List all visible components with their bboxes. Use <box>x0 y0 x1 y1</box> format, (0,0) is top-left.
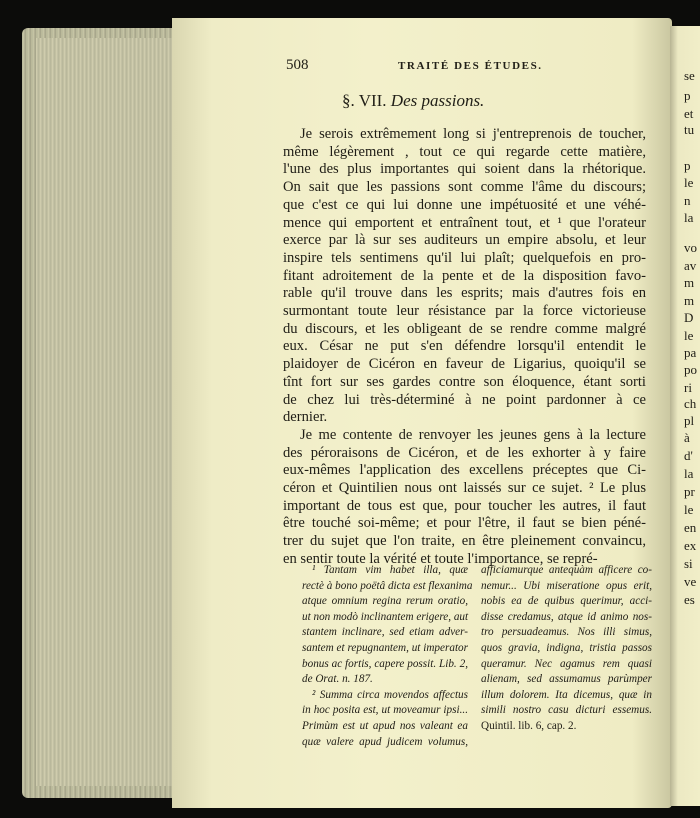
body-line: trer du sujet que l'on traite, en être pleinement convaincu, <box>283 533 646 550</box>
page-edges <box>22 28 182 798</box>
facing-page-fragment: ri <box>684 380 692 395</box>
facing-page-fragment: tu <box>684 122 695 137</box>
body-line: surmontant toute leur résistance par la force victorieuse <box>283 303 646 319</box>
footnote-line: queramur. Nec agamus rem quasi <box>481 657 652 670</box>
footnote-line: santem et repugnantem, ut imperator <box>302 642 468 654</box>
facing-page-fragment: si <box>684 556 693 571</box>
facing-page-fragment: ex <box>684 538 697 553</box>
facing-page-fragment: pl <box>684 413 695 428</box>
footnote-line: in hoc posita est, ut moveamur ipsi... <box>302 704 468 717</box>
footnote-line: bonus ac fortis, capere possit. Lib. 2, <box>302 657 468 670</box>
facing-page-fragment: à <box>684 430 690 445</box>
footnote-line: afficiamurque antequàm afficere co- <box>481 564 652 576</box>
body-line: de chez lui très-déterminé à ne point pardonner à ce <box>283 391 646 408</box>
footnote-line: quos gravia, indigna, tristia passos <box>481 642 652 654</box>
body-line: rable qu'il trouve dans les esprits; mais d'autres fois en <box>283 285 646 302</box>
facing-page-fragment: D <box>684 310 694 325</box>
page-number: 508 <box>286 57 309 73</box>
facing-page-fragment: le <box>684 502 694 517</box>
body-line: céron et Quintilien nous ont laissés sur ce sujet. ² Le plus <box>283 480 646 496</box>
facing-page-fragment: d' <box>684 448 693 463</box>
footnote-line: nemur... Ubi miseratione opus erit, <box>481 579 652 592</box>
facing-page-fragment: le <box>684 328 694 343</box>
body-line: que c'est ce qui lui donne une impétuosité et une véhé- <box>283 196 646 213</box>
body-line: Je me contente de renvoyer les jeunes gens à la lecture <box>300 426 646 443</box>
facing-page-fragment: av <box>684 258 697 273</box>
body-line: Je serois extrêmement long si j'entreprenois de toucher, <box>300 126 646 142</box>
body-line: important de tous est que, pour toucher les autres, il faut <box>283 497 646 514</box>
facing-page-fragment: es <box>684 592 695 607</box>
footnote-line: disse credamus, atque id animo nos- <box>481 610 652 623</box>
running-head: TRAITÉ DES ÉTUDES. <box>398 60 543 72</box>
facing-page-fragment: se <box>684 68 695 83</box>
footnote-line: simili nostro casu dicturi essemus. <box>481 704 652 717</box>
facing-page-fragment: vo <box>684 240 697 255</box>
footnote-line: de Orat. n. 187. <box>302 673 373 686</box>
body-line: fitant adroitement de la pente et de la disposition favo- <box>283 267 646 284</box>
body-line: inspire tels sentimens qu'il lui plaît; quelquefois en pro- <box>283 249 646 266</box>
footnote-line: illum dolorem. Ita dicemus, quæ in <box>481 688 652 701</box>
facing-page-fragment: po <box>684 362 697 377</box>
body-line: même légèrement , tout ce qui regarde cette matière, <box>283 143 646 160</box>
facing-page-fragment: pa <box>684 345 697 360</box>
section-title: Des passions. <box>390 91 485 110</box>
section-heading <box>342 91 484 111</box>
facing-page-fragment: p <box>684 158 691 173</box>
body-line: en sentir toute la vérité et toute l'importance, se repré- <box>283 550 598 567</box>
footnote-line: quæ valere apud judicem volumus, <box>302 735 468 748</box>
footnote-line: stantem inclinare, sed etiam adver- <box>302 626 468 639</box>
body-line: dernier. <box>283 409 328 426</box>
footnote-line: atque omnium regina rerum oratio, <box>302 595 468 608</box>
facing-page-fragment: ve <box>684 574 697 589</box>
facing-page-fragment: p <box>684 88 691 103</box>
body-line: des péroraisons de Cicéron, et de les exhorter à y faire <box>283 444 646 461</box>
body-line: On sait que les passions sont comme l'âme du discours; <box>283 179 646 196</box>
footnote-line: nobis ea de quibus querimur, acci- <box>481 595 652 608</box>
body-line: plaidoyer de Cicéron en faveur de Ligarius, quoiqu'il se <box>283 356 646 373</box>
body-line: eux-mêmes l'application des excellens préceptes que Ci- <box>283 462 646 479</box>
facing-page-fragment: m <box>684 275 695 290</box>
footnote-line: rectè à bono poëtâ dicta est flexanima <box>302 579 473 592</box>
facing-page-fragment: pr <box>684 484 695 499</box>
footnote-line: Primùm est ut apud nos valeant ea <box>302 720 468 732</box>
body-line: exerce par là sur ses auditeurs un empire absolu, et leur <box>283 232 646 249</box>
section-number: §. VII. <box>342 91 387 110</box>
facing-page-fragment: la <box>684 466 694 481</box>
body-line: l'une des plus importantes qui soient dans la rhétorique. <box>283 161 646 178</box>
footnote-line: tro persuadeamus. Nos illi simus, <box>481 626 652 639</box>
footnote-line: alienam, sed assumamus parùmper <box>481 673 652 686</box>
body-line: être touché soi-même; et pour l'être, il faut se bien péné- <box>283 515 646 532</box>
body-line: eux. César ne put s'en défendre lorsqu'il entendit le <box>283 338 646 355</box>
footnote-line: ut non modò inclinantem erigere, aut <box>302 610 469 623</box>
body-line: mence qui emportent et entraînent tout, et ¹ que l'orateur <box>283 214 646 231</box>
footnote-line: Quintil. lib. 6, cap. 2. <box>481 720 577 732</box>
facing-page-fragment: m <box>684 293 695 308</box>
facing-page-fragment: ch <box>684 396 697 411</box>
facing-page-fragment: le <box>684 175 694 190</box>
facing-page-fragment: et <box>684 106 694 121</box>
facing-page-fragment: en <box>684 520 697 535</box>
footnote-line: ¹ Tantam vim habet illa, quæ <box>312 564 468 576</box>
body-line: du discours, et les obligeant de se rendre comme malgré <box>283 320 646 337</box>
body-line: tînt fort sur ses gardes contre son éloquence, étant sorti <box>283 373 646 390</box>
footnote-line: ² Summa circa movendos affectus <box>312 688 468 701</box>
facing-page-fragment: n <box>684 193 691 208</box>
facing-page-fragment: la <box>684 210 694 225</box>
